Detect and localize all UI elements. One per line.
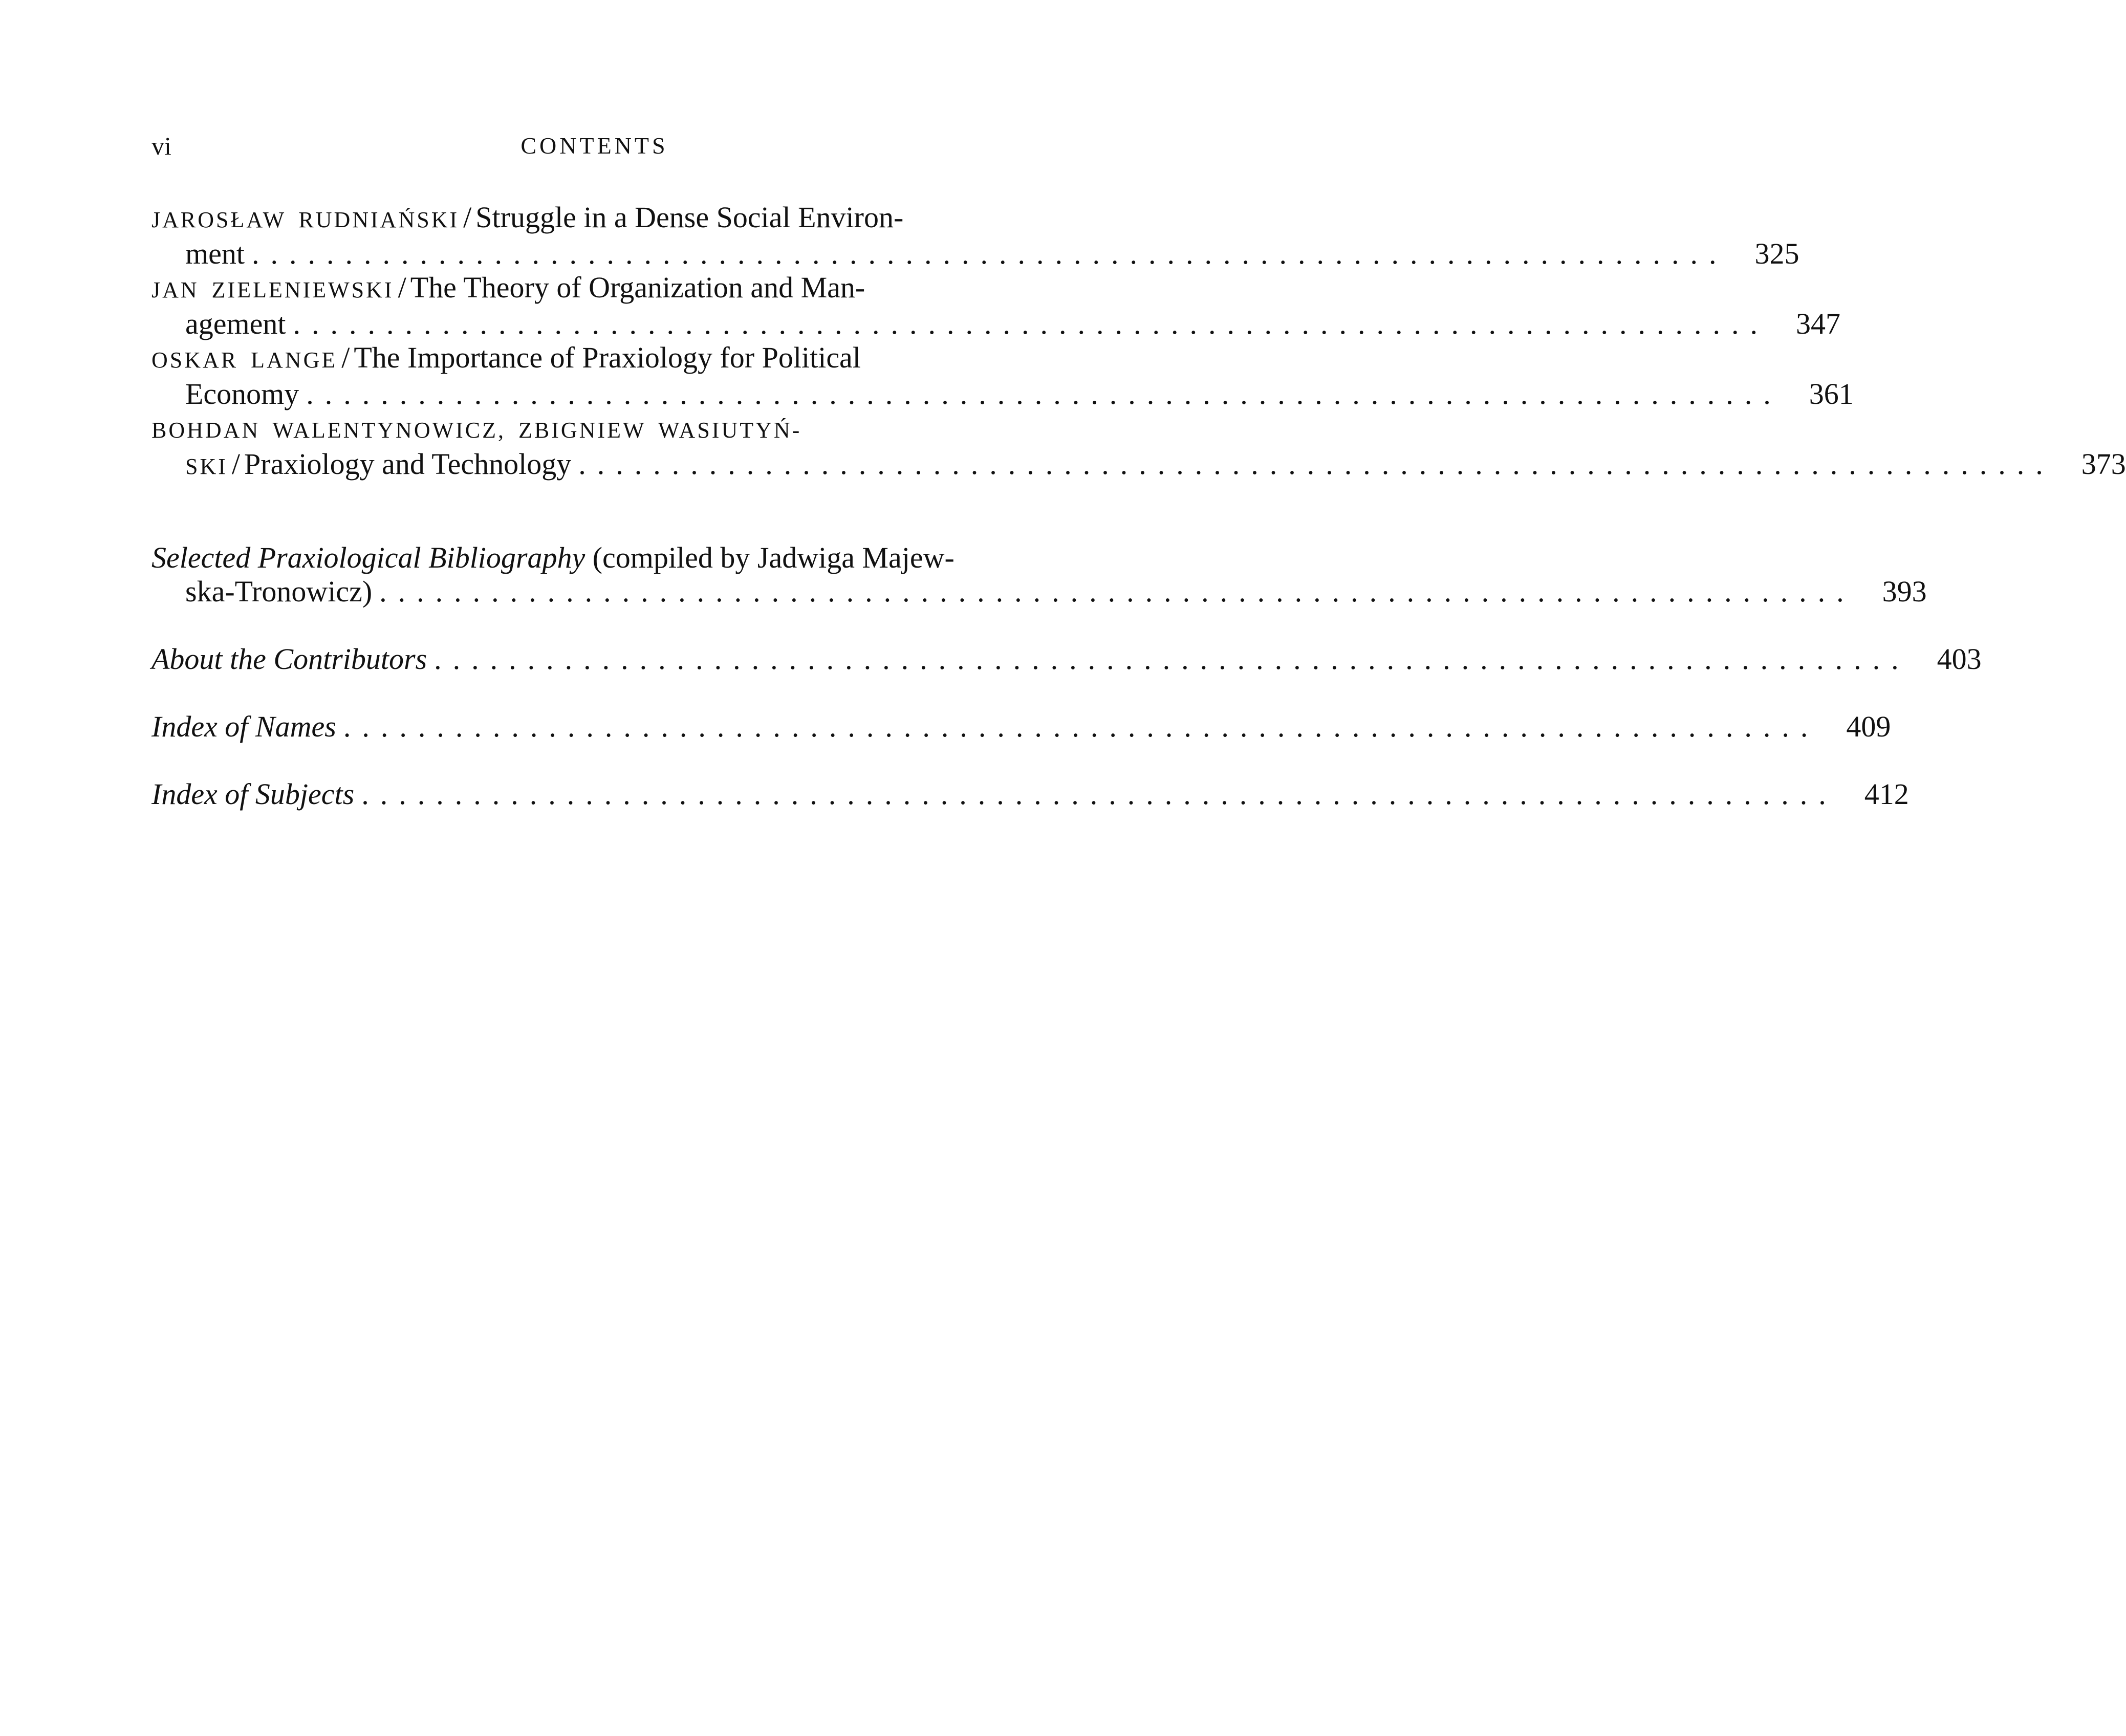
dot-leader: ...............................................................................	[293, 307, 1769, 340]
toc-entry-note: (compiled by Jadwiga Majew-	[592, 541, 954, 574]
toc-entry-line	[151, 642, 1982, 676]
toc-entry-back-matter	[151, 777, 1909, 811]
toc-entry-title-continued: agement	[185, 307, 286, 340]
toc-entry-page: 403	[1937, 642, 1982, 676]
dot-leader: ...............................................................................	[361, 777, 1837, 811]
toc-entry-page: 393	[1882, 575, 1927, 608]
toc-separator: /	[231, 447, 241, 481]
toc-entry-page: 361	[1809, 377, 1854, 410]
dot-leader: ...............................................................................	[578, 447, 2054, 481]
toc-entry-last-line	[151, 237, 1799, 271]
table-of-contents	[151, 201, 2126, 811]
toc-entry-bibliography	[151, 541, 1927, 609]
toc-entry-title: Index of Names	[151, 710, 336, 743]
toc-entry-note-continued: ska-Tronowicz)	[185, 575, 373, 608]
toc-entry-page: 409	[1846, 710, 1891, 743]
toc-separator: /	[341, 341, 350, 374]
toc-entry-title: The Importance of Praxiology for Political	[354, 341, 861, 374]
toc-entry-first-line	[151, 271, 1037, 307]
toc-entry-title: About the Contributors	[151, 642, 427, 676]
running-head	[151, 128, 1037, 164]
toc-entry-author: JAROSŁAW RUDNIAŃSKI	[151, 207, 460, 232]
toc-entry-back-matter	[151, 642, 1982, 676]
page-title: CONTENTS	[520, 133, 668, 159]
toc-entry-author: OSKAR LANGE	[151, 348, 338, 373]
toc-entry-back-matter	[151, 710, 1891, 744]
toc-entry-last-line	[151, 307, 1840, 341]
toc-entry-last-line	[151, 447, 2126, 484]
dot-leader: ...............................................................................	[306, 377, 1782, 410]
toc-entry-title-text: Praxiology and Technology	[244, 447, 572, 481]
toc-entry-line	[151, 777, 1909, 811]
toc-entry-last-line	[151, 377, 1854, 411]
toc-entry	[151, 341, 1854, 411]
toc-entry-author: BOHDAN WALENTYNOWICZ, ZBIGNIEW WASIUTYŃ-	[151, 418, 802, 443]
toc-entry-page: 373	[2081, 447, 2126, 481]
toc-entry-title: Struggle in a Dense Social Environ-	[475, 201, 904, 234]
toc-entry-author: JAN ZIELENIEWSKI	[151, 277, 394, 302]
page-number: vi	[151, 132, 171, 160]
toc-entry	[151, 411, 2126, 484]
toc-entry-page: 325	[1754, 237, 1799, 270]
dot-leader: ...............................................................................	[379, 575, 1855, 608]
toc-entry-title: Selected Praxiological Bibliography	[151, 541, 585, 574]
toc-entry-page: 347	[1795, 307, 1840, 340]
toc-entry-title: Index of Subjects	[151, 777, 355, 811]
toc-entry	[151, 201, 1799, 271]
toc-entry-last-line	[151, 575, 1927, 609]
toc-entry-title: The Theory of Organization and Man-	[410, 271, 865, 304]
toc-entry-title-continued: Economy	[185, 377, 299, 410]
dot-leader: ...............................................................................	[251, 237, 1728, 270]
toc-entry	[151, 271, 1840, 341]
dot-leader: ...............................................................................	[343, 710, 1819, 743]
dot-leader: ...............................................................................	[434, 642, 1910, 676]
toc-entry-page: 412	[1864, 777, 1909, 811]
toc-entry-title-continued: ment	[185, 237, 245, 270]
toc-entry-author-continued: SKI	[185, 454, 228, 479]
toc-entry-title	[185, 447, 571, 484]
toc-separator: /	[398, 271, 406, 304]
toc-separator: /	[463, 201, 472, 234]
toc-entry-first-line	[151, 341, 1037, 377]
toc-entry-first-line	[151, 411, 1037, 447]
toc-entry-first-line	[151, 201, 1037, 237]
toc-entry-first-line	[151, 541, 1037, 575]
toc-entry-line	[151, 710, 1891, 744]
